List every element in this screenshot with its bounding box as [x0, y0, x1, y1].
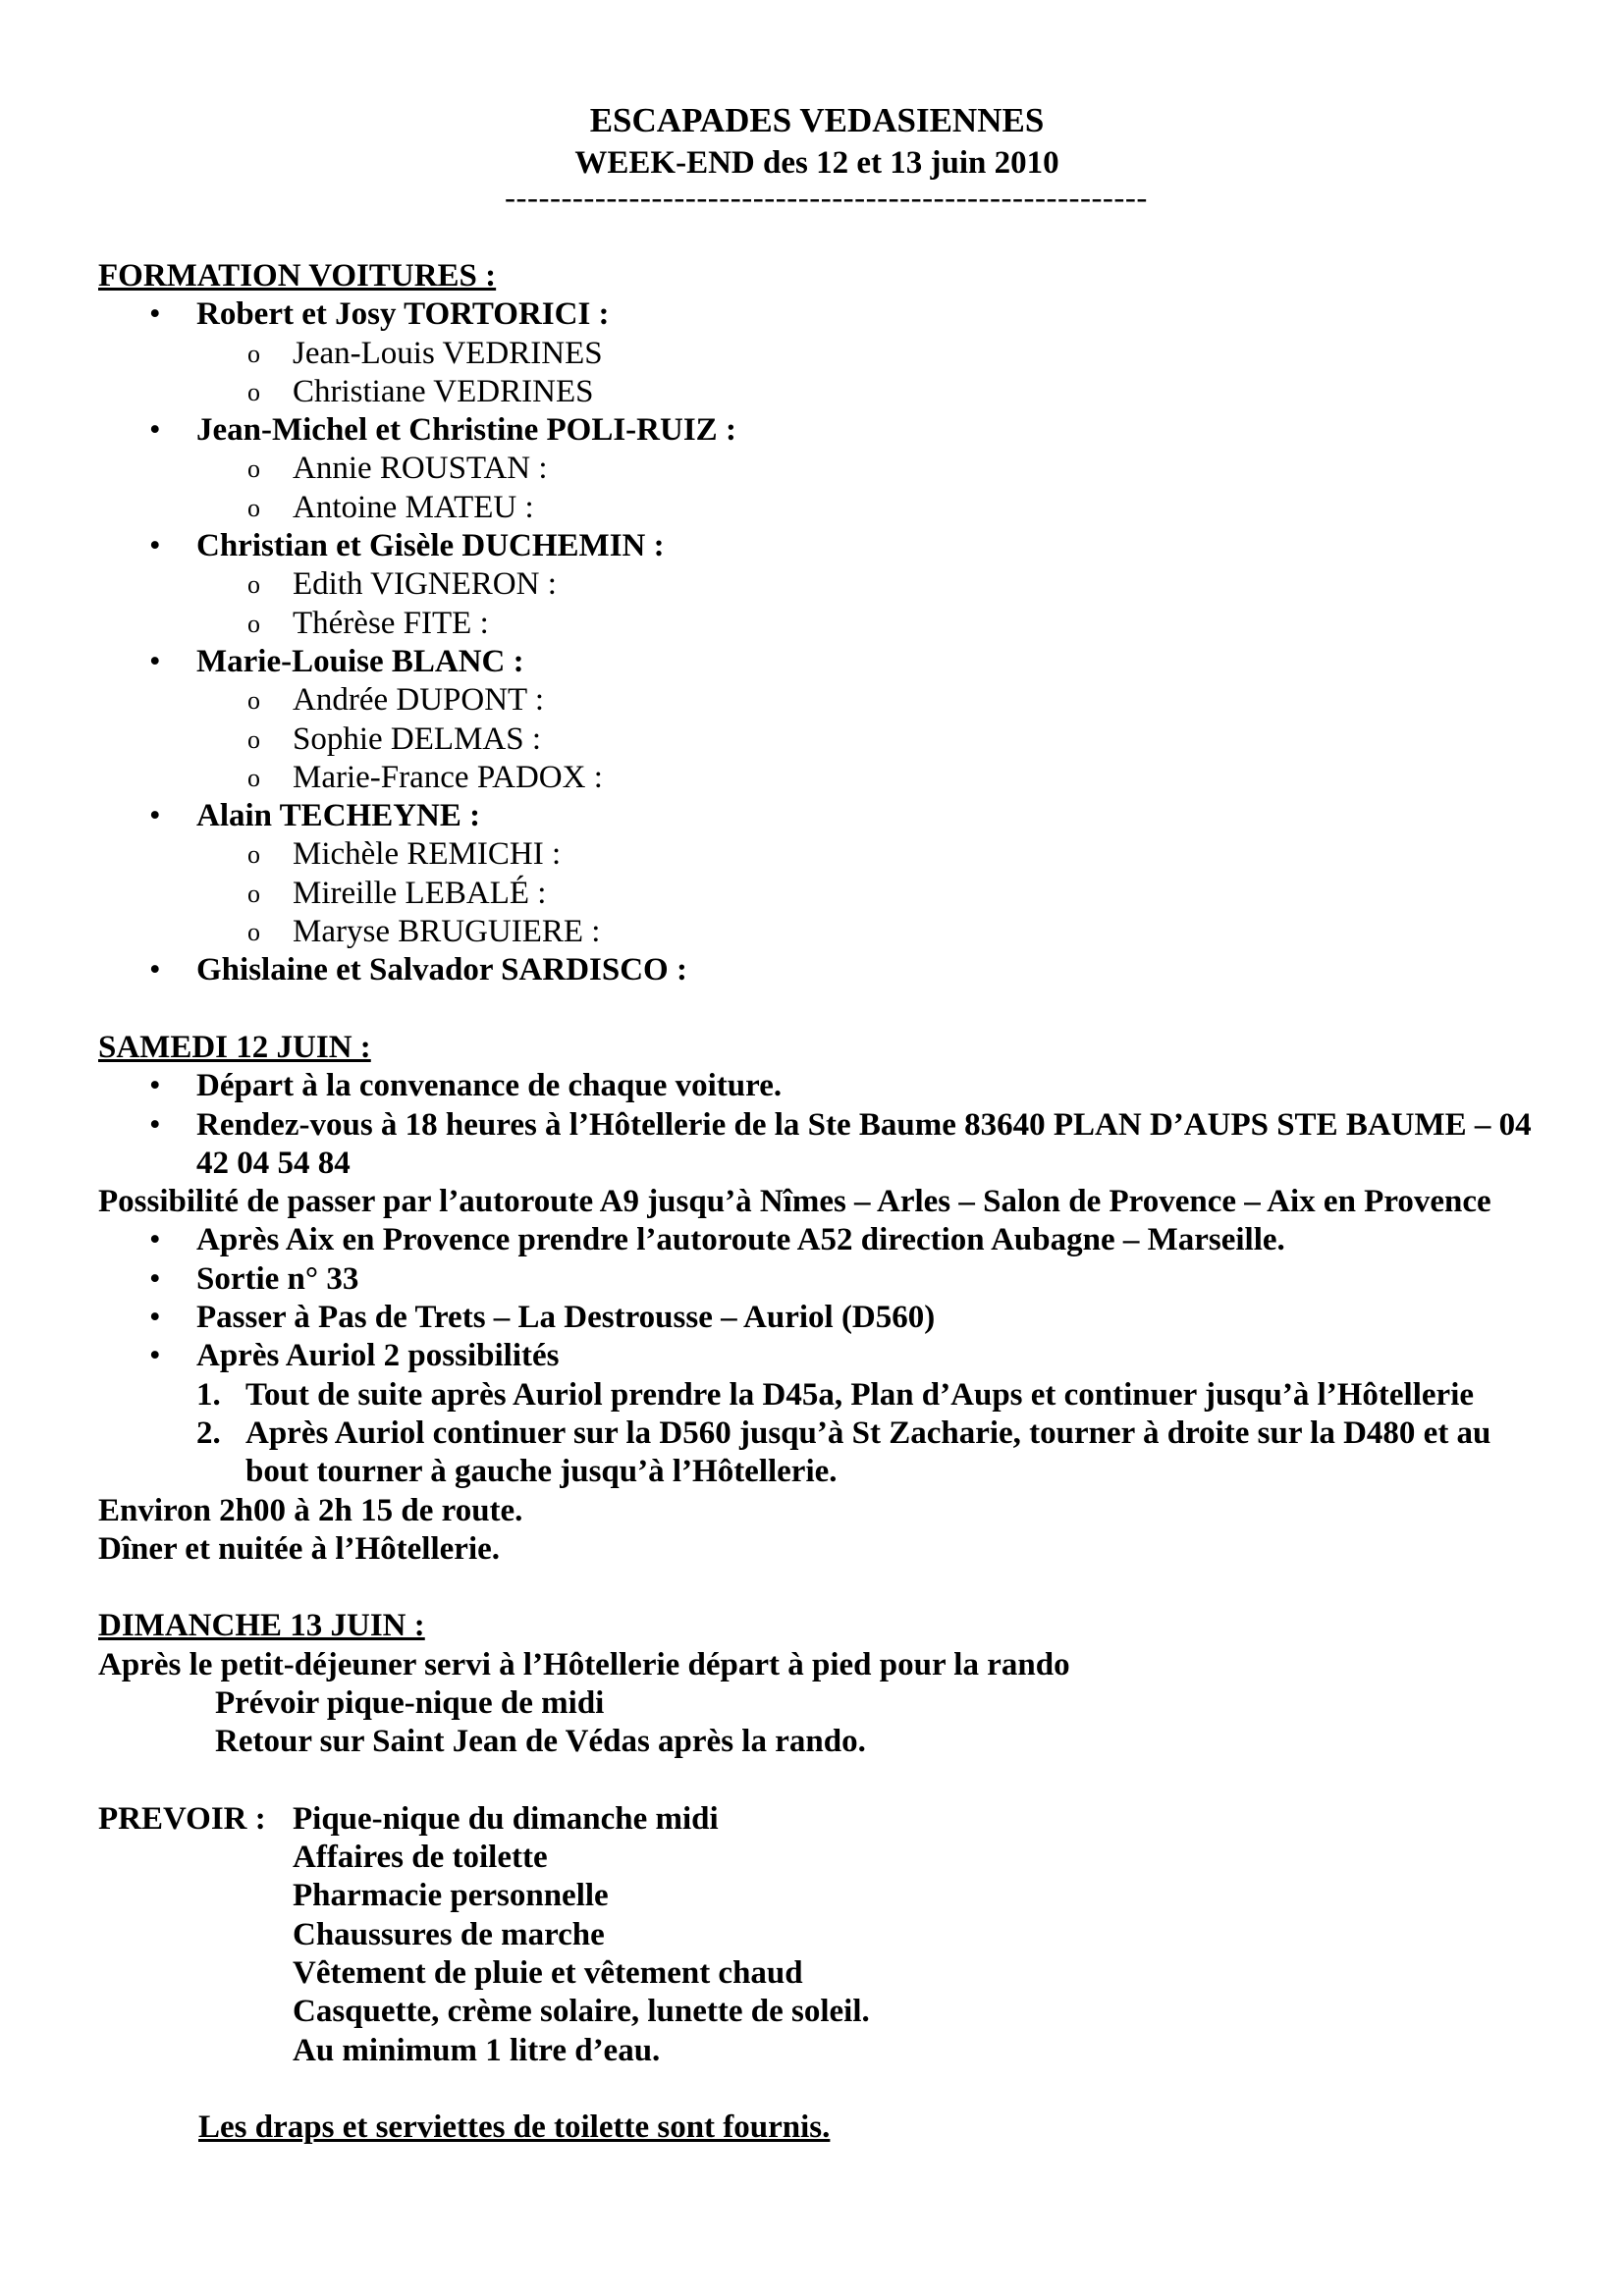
list-item: • Départ à la convenance de chaque voiture. [149, 1068, 783, 1104]
dimanche-line: Après le petit-déjeuner servi à l’Hôtellerie départ à pied pour la rando [98, 1646, 1070, 1682]
car-passenger [98, 450, 1542, 488]
passenger-name: Thérèse FITE : [293, 605, 489, 641]
bullet-icon: • [149, 798, 161, 834]
bullet-icon: • [149, 528, 161, 564]
circle-bullet-icon: o [247, 724, 260, 754]
dinner: Dîner et nuitée à l’Hôtellerie. [98, 1530, 501, 1567]
list-item: • Passer à Pas de Trets – La Destrousse – Auriol (D560) [149, 1300, 936, 1336]
bullet-icon: • [149, 296, 161, 333]
driver-name: Christian et Gisèle DUCHEMIN : [196, 528, 665, 564]
passenger-name: Christiane VEDRINES [293, 373, 594, 409]
item-text: Chaussures de marche [293, 1916, 605, 1952]
circle-bullet-icon: o [247, 493, 260, 522]
option-item: 2. Après Auriol continuer sur la D560 jusqu’à St Zacharie, tourner à droite sur la D480 et au bout tourner à gauche jusqu’à l’Hôtellerie. [196, 1415, 1491, 1490]
duration: Environ 2h00 à 2h 15 de route. [98, 1492, 523, 1528]
circle-bullet-icon: o [247, 377, 260, 406]
item-text: Après Aix en Provence prendre l’autoroute A52 direction Aubagne – Marseille. [196, 1222, 1285, 1258]
prevoir-item [98, 1916, 1542, 1954]
prevoir-label: PREVOIR : [98, 1800, 266, 1837]
dimanche-heading: DIMANCHE 13 JUIN : [98, 1608, 425, 1644]
passenger-name: Marie-France PADOX : [293, 759, 603, 795]
document-body [98, 257, 1542, 2148]
circle-bullet-icon: o [247, 609, 260, 638]
passenger-name: Jean-Louis VEDRINES [293, 335, 603, 371]
bullet-icon: • [149, 643, 161, 679]
circle-bullet-icon: o [247, 686, 260, 716]
item-text: Pharmacie personnelle [293, 1878, 609, 1914]
passenger-name: Antoine MATEU : [293, 489, 534, 525]
passenger-name: Michèle REMICHI : [293, 836, 562, 873]
list-item: • Après Aix en Provence prendre l’autoroute A52 direction Aubagne – Marseille. [149, 1222, 1285, 1258]
circle-bullet-icon: o [247, 454, 260, 484]
list-item: • Après Auriol 2 possibilités [149, 1338, 560, 1374]
bullet-icon: • [149, 952, 161, 988]
prevoir-item [98, 1993, 1542, 2031]
option-item: 1. Tout de suite après Auriol prendre la D45a, Plan d’Aups et continuer jusqu’à l’Hôtellerie [196, 1376, 1475, 1413]
circle-bullet-icon: o [247, 339, 260, 368]
driver-name: Ghislaine et Salvador SARDISCO : [196, 952, 687, 988]
car-driver [98, 797, 1542, 835]
driver-name: Robert et Josy TORTORICI : [196, 296, 610, 333]
item-text: Casquette, crème solaire, lunette de soleil. [293, 1994, 870, 2030]
prevoir-item [98, 1839, 1542, 1877]
driver-name: Jean-Michel et Christine POLI-RUIZ : [196, 412, 736, 449]
circle-bullet-icon: o [247, 763, 260, 792]
car-passenger [98, 565, 1542, 604]
circle-bullet-icon: o [247, 879, 260, 908]
passenger-name: Edith VIGNERON : [293, 566, 557, 603]
item-text: Départ à la convenance de chaque voiture. [196, 1068, 783, 1104]
circle-bullet-icon: o [247, 840, 260, 870]
footer-note: Les draps et serviettes de toilette sont fournis. [198, 2109, 831, 2146]
item-text: Après Auriol continuer sur la D560 jusqu’à St Zacharie, tourner à droite sur la D480 et au bout tourner à gauche jusqu’à l’Hôtellerie. [245, 1415, 1491, 1490]
car-list [98, 295, 1542, 989]
prevoir-item [98, 2032, 1542, 2070]
car-driver [98, 295, 1542, 334]
passenger-name: Mireille LEBALÉ : [293, 875, 547, 911]
bullet-icon: • [149, 412, 161, 449]
car-passenger [98, 489, 1542, 527]
item-text: Après Auriol 2 possibilités [196, 1338, 560, 1374]
list-item: • Rendez-vous à 18 heures à l’Hôtellerie de la Ste Baume 83640 PLAN D’AUPS STE BAUME – 04 42 04 54 84 [149, 1106, 1532, 1181]
car-passenger [98, 913, 1542, 951]
driver-name: Marie-Louise BLANC : [196, 643, 524, 679]
item-text: Au minimum 1 litre d’eau. [293, 2032, 661, 2068]
dimanche-line: Retour sur Saint Jean de Védas après la rando. [215, 1724, 866, 1760]
item-text: Rendez-vous à 18 heures à l’Hôtellerie de la Ste Baume 83640 PLAN D’AUPS STE BAUME – 04 42 04 54 84 [196, 1106, 1532, 1181]
car-passenger [98, 759, 1542, 797]
prevoir-item [98, 1800, 1542, 1839]
item-text: Sortie n° 33 [196, 1260, 359, 1297]
document-subtitle: WEEK-END des 12 et 13 juin 2010 [574, 145, 1059, 181]
prevoir-item [98, 1954, 1542, 1993]
item-text: Tout de suite après Auriol prendre la D45a, Plan d’Aups et continuer jusqu’à l’Hôtellerie [245, 1376, 1475, 1413]
prevoir-list [98, 1800, 1542, 2070]
car-driver [98, 643, 1542, 681]
formation-heading: FORMATION VOITURES : [98, 258, 497, 294]
circle-bullet-icon: o [247, 570, 260, 600]
car-passenger [98, 605, 1542, 643]
car-driver [98, 411, 1542, 450]
passenger-name: Andrée DUPONT : [293, 682, 545, 719]
car-passenger [98, 721, 1542, 759]
passenger-name: Maryse BRUGUIERE : [293, 914, 601, 950]
car-passenger [98, 875, 1542, 913]
passenger-name: Annie ROUSTAN : [293, 451, 548, 487]
car-driver [98, 527, 1542, 565]
prevoir-item [98, 1877, 1542, 1915]
document-title: ESCAPADES VEDASIENNES [589, 101, 1045, 139]
car-passenger [98, 335, 1542, 373]
passenger-name: Sophie DELMAS : [293, 721, 542, 757]
car-driver [98, 951, 1542, 989]
list-item: • Sortie n° 33 [149, 1260, 359, 1297]
car-passenger [98, 373, 1542, 411]
item-text: Vêtement de pluie et vêtement chaud [293, 1955, 803, 1992]
route-note: Possibilité de passer par l’autoroute A9 jusqu’à Nîmes – Arles – Salon de Provence – Aix en Provence [98, 1184, 1491, 1220]
car-passenger [98, 681, 1542, 720]
car-passenger [98, 835, 1542, 874]
driver-name: Alain TECHEYNE : [196, 798, 481, 834]
circle-bullet-icon: o [247, 918, 260, 947]
item-text: Pique-nique du dimanche midi [293, 1800, 719, 1837]
samedi-heading: SAMEDI 12 JUIN : [98, 1029, 371, 1065]
dimanche-line: Prévoir pique-nique de midi [215, 1684, 605, 1721]
separator: --------------------------------------------------------- [505, 181, 1148, 216]
item-text: Affaires de toilette [293, 1840, 548, 1876]
item-text: Passer à Pas de Trets – La Destrousse – Auriol (D560) [196, 1300, 936, 1336]
